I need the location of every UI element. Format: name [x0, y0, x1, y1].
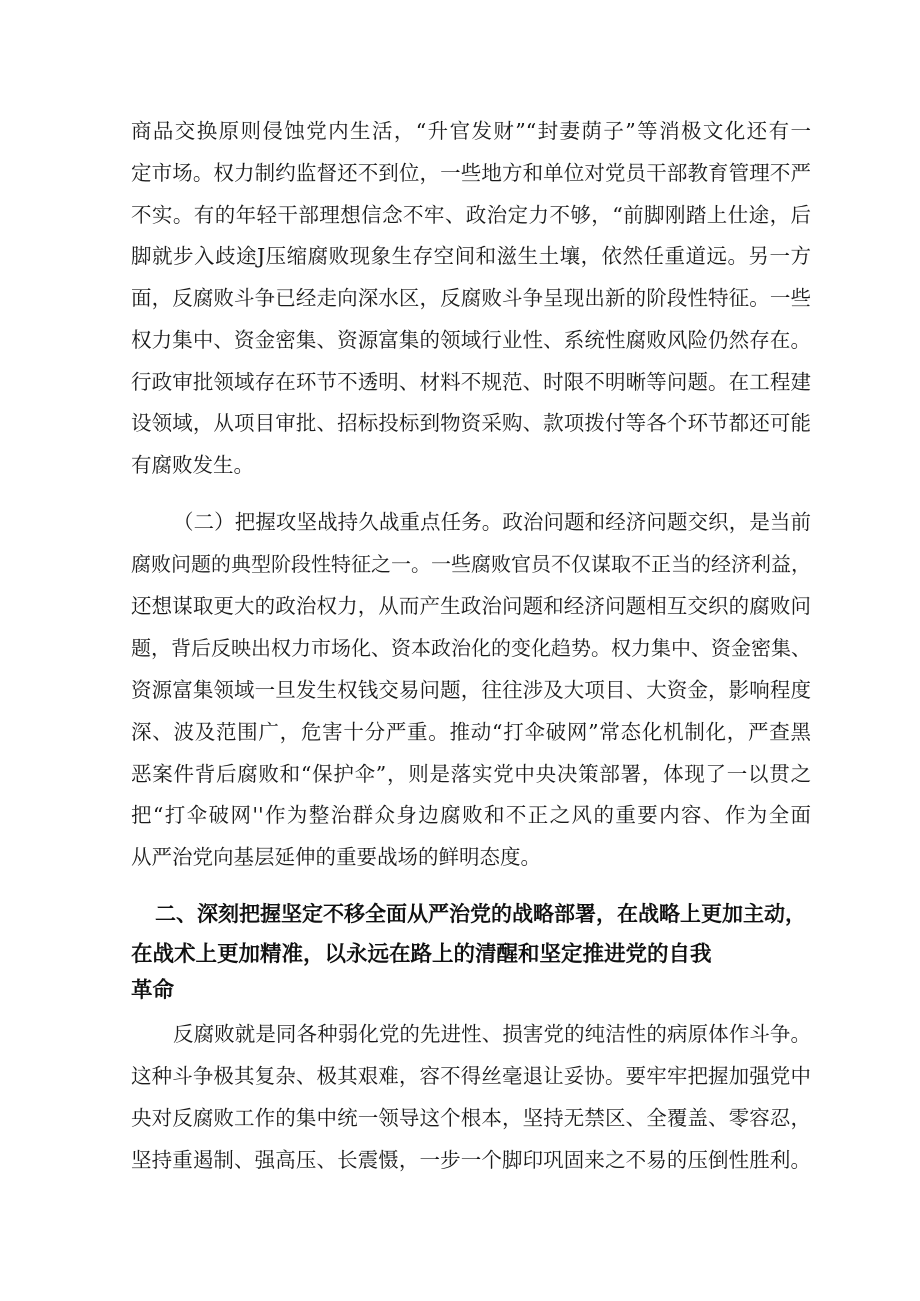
paragraph-line: 把“打伞破网''作为整治群众身边腐败和不正之风的重要内容、作为全面	[131, 803, 811, 827]
heading-line: 在战术上更加精准，以永远在路上的清醒和坚定推进党的自我	[131, 942, 712, 967]
paragraph-line: 腐败问题的典型阶段性特征之一。一些腐败官员不仅谋取不正当的经济利益，	[131, 552, 811, 576]
paragraph-line: 深、波及范围广，危害十分严重。推动“打伞破网”常态化机制化，严查黑	[131, 720, 811, 744]
paragraph-line: 行政审批领域存在环节不透明、材料不规范、时限不明晰等问题。在工程建	[131, 370, 811, 394]
paragraph-line: 面，反腐败斗争已经走向深水区，反腐败斗争呈现出新的阶段性特征。一些	[131, 286, 811, 310]
paragraph-line: 反腐败就是同各种弱化党的先进性、损害党的纯洁性的病原体作斗争。	[173, 1022, 811, 1046]
heading-line: 二、深刻把握坚定不移全面从严治党的战略部署，在战略上更加主动，	[155, 902, 806, 926]
paragraph-line: 设领域，从项目审批、招标投标到物资采购、款项拨付等各个环节都还可能	[131, 411, 811, 435]
paragraph-line: 这种斗争极其复杂、极其艰难，容不得丝毫退让妥协。要牢牢把握加强党中	[131, 1064, 811, 1088]
paragraph-line: 资源富集领域一旦发生权钱交易问题，往往涉及大项目、大资金，影响程度	[131, 678, 811, 702]
paragraph-line: 坚持重遏制、强高压、长震慑，一步一个脚印巩固来之不易的压倒性胜利。	[131, 1148, 811, 1172]
paragraph-line: 不实。有的年轻干部理想信念不牢、政治定力不够，“前脚刚踏上仕途，后	[131, 203, 811, 227]
heading-line: 革命	[131, 978, 175, 1003]
paragraph-line: 定市场。权力制约监督还不到位，一些地方和单位对党员干部教育管理不严	[131, 161, 811, 185]
paragraph-line: 恶案件背后腐败和“保护伞”，则是落实党中央决策部署，体现了一以贯之	[131, 762, 811, 786]
paragraph-line: 有腐败发生。	[131, 453, 254, 477]
paragraph-line: 从严治党向基层延伸的重要战场的鲜明态度。	[131, 845, 541, 869]
paragraph-line: （二）把握攻坚战持久战重点任务。政治问题和经济问题交织，是当前	[173, 510, 811, 534]
paragraph-line: 央对反腐败工作的集中统一领导这个根本，坚持无禁区、全覆盖、零容忍，	[131, 1106, 811, 1130]
paragraph-line: 还想谋取更大的政治权力，从而产生政治问题和经济问题相互交织的腐败问	[131, 594, 811, 618]
paragraph-line: 权力集中、资金密集、资源富集的领域行业性、系统性腐败风险仍然存在。	[131, 328, 811, 352]
paragraph-line: 脚就步入歧途J压缩腐败现象生存空间和滋生土壤，依然任重道远。另一方	[131, 244, 811, 268]
paragraph-line: 题，背后反映出权力市场化、资本政治化的变化趋势。权力集中、资金密集、	[131, 636, 811, 660]
paragraph-line: 商品交换原则侵蚀党内生活，“升官发财”“封妻荫子”等消极文化还有一	[131, 119, 811, 143]
